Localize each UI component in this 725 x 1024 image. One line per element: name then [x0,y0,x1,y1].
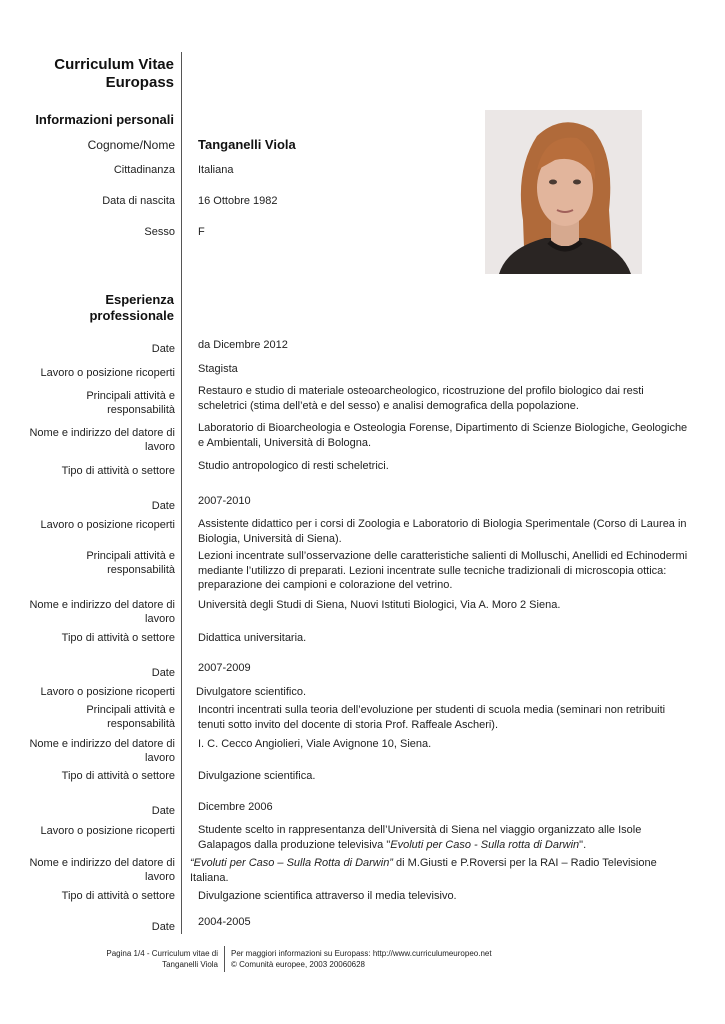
employer-label [29,426,175,454]
activities-label-line-1: Principali attività e [86,550,175,562]
entry-1-position: Stagista [198,363,238,375]
date-label: Date [151,805,175,817]
footer-right [231,948,492,970]
employer-label-line-1: Nome e indirizzo del datore di [29,599,175,611]
entry-4-sector: Divulgazione scientifica attraverso il media televisivo. [198,890,457,902]
entry-4-employer-title: “Evoluti per Caso – Sulla Rotta di Darwin” [190,857,393,869]
entry-3-date: 2007-2009 [198,662,251,674]
footer-copyright: © Comunità europee, 2003 20060628 [231,960,365,969]
name-label: Cognome/Nome [87,138,175,152]
position-label: Lavoro o posizione ricoperti [40,367,175,379]
title-line-2: Europass [105,74,174,91]
entry-1-date: da Dicembre 2012 [198,339,288,351]
position-label: Lavoro o posizione ricoperti [40,686,175,698]
sector-label: Tipo di attività o settore [61,632,175,644]
employer-label [29,598,175,626]
experience-heading-line-2: professionale [89,308,174,323]
entry-1-sector: Studio antropologico di resti scheletrici. [198,460,389,472]
citizenship-value: Italiana [198,164,234,176]
date-label: Date [151,343,175,355]
entry-2-activities: Lezioni incentrate sull’osservazione delle caratteristiche salienti di Molluschi, Anellidi ed Echinodermi mediante l’utilizzo di preparati. Lezioni incentrate sulle tecniche tradizionali di microscopia ottica: preparazione dei campioni e colorazione del vetrino. [198,550,688,591]
date-label: Date [151,500,175,512]
employer-label-line-1: Nome e indirizzo del datore di [29,857,175,869]
personal-info-heading: Informazioni personali [35,112,174,127]
footer-page-info: Pagina 1/4 - Curriculum vitae di [106,949,218,958]
sector-label: Tipo di attività o settore [61,890,175,902]
entry-2-position: Assistente didattico per i corsi di Zoologia e Laboratorio di Biologia Sperimentale (Corso di Laurea in Biologia, Università di Siena). [198,518,687,545]
employer-label-line-2: lavoro [145,613,175,625]
entry-4-position-end: ". [579,838,587,851]
position-label: Lavoro o posizione ricoperti [40,825,175,837]
column-divider [181,52,182,934]
entry-3-employer: I. C. Cecco Angiolieri, Viale Avignone 10, Siena. [198,738,432,750]
entry-2-employer: Università degli Studi di Siena, Nuovi Istituti Biologici, Via A. Moro 2 Siena. [198,599,561,611]
footer-author: Tanganelli Viola [162,960,218,969]
entry-2-sector: Didattica universitaria. [198,632,307,644]
portrait-icon [485,110,642,274]
portrait-photo [485,110,642,274]
employer-label [29,737,175,765]
entry-4-position-text: Studente scelto in rappresentanza dell’Università di Siena nel viaggio organizzato alle Isole Galapagos dalla produzione televisiva " [198,824,642,851]
entry-4-date: Dicembre 2006 [198,801,273,813]
date-label: Date [151,667,175,679]
sex-value: F [198,226,205,238]
activities-label-line-1: Principali attività e [86,704,175,716]
sex-label: Sesso [144,226,175,238]
employer-label [29,856,175,884]
employer-label-line-2: lavoro [145,871,175,883]
position-label: Lavoro o posizione ricoperti [40,519,175,531]
entry-1-employer: Laboratorio di Bioarcheologia e Osteologia Forense, Dipartimento di Scienze Biologiche, Geologiche e Ambientali, Università di Bologna. [198,422,688,449]
entry-4-program-title: Evoluti per Caso - Sulla rotta di Darwin [390,838,580,851]
entry-4-position [198,823,688,852]
birth-date-label: Data di nascita [102,195,175,207]
entry-1-activities: Restauro e studio di materiale osteoarcheologico, ricostruzione del profilo biologico dai resti scheletrici (stima dell’età e del sesso) e analisi demografica della popolazione. [198,385,644,412]
employer-label-line-2: lavoro [145,441,175,453]
activities-label-line-1: Principali attività e [86,390,175,402]
entry-4-employer-text: di M.Giusti e P.Roversi per la RAI – Radio Televisione Italiana. [190,857,657,884]
entry-4-employer [190,856,680,885]
experience-heading-line-1: Esperienza [105,292,174,307]
activities-label [86,389,175,417]
entry-2-date: 2007-2010 [198,495,251,507]
employer-label-line-2: lavoro [145,752,175,764]
sector-label: Tipo di attività o settore [61,770,175,782]
entry-5-date: 2004-2005 [198,916,251,928]
footer-left [106,948,218,970]
footer-divider [224,946,225,972]
employer-label-line-1: Nome e indirizzo del datore di [29,427,175,439]
activities-label [86,549,175,577]
activities-label-line-2: responsabilità [107,718,175,730]
citizenship-label: Cittadinanza [113,164,175,176]
sector-label: Tipo di attività o settore [61,465,175,477]
activities-label-line-2: responsabilità [107,404,175,416]
name-value: Tanganelli Viola [198,137,296,152]
employer-label-line-1: Nome e indirizzo del datore di [29,738,175,750]
footer-europass-info: Per maggiori informazioni su Europass: http://www.curriculumeuropeo.net [231,949,492,958]
experience-heading [89,292,174,324]
entry-3-sector: Divulgazione scientifica. [198,770,316,782]
title-line-1: Curriculum Vitae [54,56,174,73]
document-title [54,56,174,92]
entry-3-position: Divulgatore scientifico. [196,686,307,698]
entry-3-activities: Incontri incentrati sulla teoria dell’evoluzione per studenti di scuola media (seminari non retribuiti tenuti sotto invito del docente di storia Prof. Raffeale Ascheri). [198,704,666,731]
activities-label [86,703,175,731]
birth-date-value: 16 Ottobre 1982 [198,195,278,207]
activities-label-line-2: responsabilità [107,564,175,576]
date-label: Date [151,921,175,933]
